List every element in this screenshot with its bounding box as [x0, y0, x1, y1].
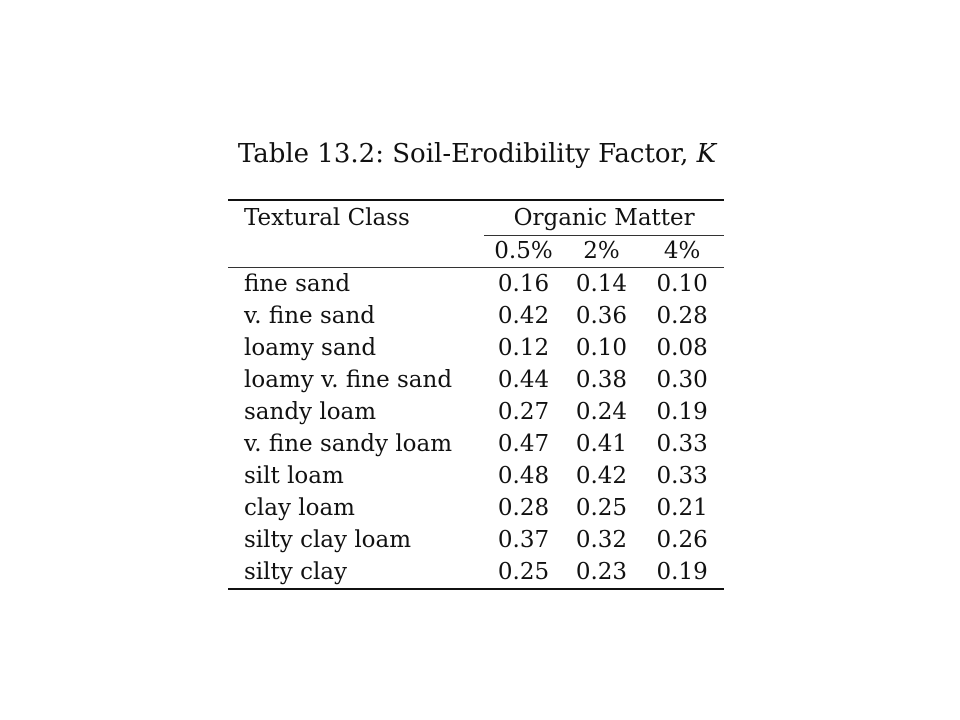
table-row [228, 268, 724, 301]
erodibility-table [228, 199, 724, 590]
table-row [228, 460, 724, 492]
cell-value: 0.48 [497, 463, 550, 489]
cell-value: 0.36 [575, 303, 628, 329]
cell-value: 0.47 [497, 431, 550, 457]
table-row [228, 492, 724, 524]
row-label: silty clay loam [244, 527, 412, 553]
cell-value: 0.33 [656, 463, 708, 489]
cell-value: 0.10 [575, 335, 628, 361]
cell-value: 0.42 [497, 303, 550, 329]
table-caption [230, 136, 724, 172]
column-header-om-2: 2% [563, 236, 641, 268]
row-label: fine sand [244, 271, 351, 297]
column-header-spacer [228, 236, 484, 268]
cell-value: 0.19 [656, 399, 708, 425]
cell-value: 0.25 [484, 556, 562, 589]
table-row [228, 396, 724, 428]
table-row [228, 364, 724, 396]
column-group-organic-matter: Organic Matter [484, 200, 724, 236]
table-header [228, 200, 724, 268]
column-header-om-4: 4% [640, 236, 724, 268]
cell-value: 0.25 [575, 495, 628, 521]
cell-value: 0.42 [575, 463, 628, 489]
cell-value: 0.32 [575, 527, 628, 553]
row-label: v. fine sandy loam [244, 431, 453, 457]
cell-value: 0.24 [575, 399, 628, 425]
cell-value: 0.12 [497, 335, 550, 361]
table-row [228, 556, 724, 589]
row-label: loamy v. fine sand [244, 367, 453, 393]
cell-value: 0.44 [497, 367, 550, 393]
cell-value: 0.38 [575, 367, 628, 393]
row-label: v. fine sand [244, 303, 376, 329]
header-row-1 [228, 200, 724, 236]
cell-value: 0.10 [656, 271, 708, 297]
cell-value: 0.37 [497, 527, 550, 553]
row-label: silty clay [228, 556, 484, 589]
cell-value: 0.28 [497, 495, 550, 521]
row-label: silt loam [244, 463, 344, 489]
row-label: clay loam [244, 495, 355, 521]
table-row [228, 428, 724, 460]
column-header-om-0-5: 0.5% [484, 236, 562, 268]
cell-value: 0.27 [497, 399, 550, 425]
cell-value: 0.19 [640, 556, 724, 589]
row-label: loamy sand [244, 335, 377, 361]
table-body [228, 268, 724, 590]
cell-value: 0.21 [656, 495, 708, 521]
cell-value: 0.16 [497, 271, 550, 297]
caption-text: Table 13.2: Soil-Erodibility Factor, [237, 139, 697, 169]
column-header-textural-class: Textural Class [228, 200, 484, 236]
caption-symbol: K [696, 139, 717, 169]
cell-value: 0.41 [575, 431, 628, 457]
cell-value: 0.08 [656, 335, 708, 361]
row-label: sandy loam [244, 399, 377, 425]
header-row-2 [228, 236, 724, 268]
cell-value: 0.23 [563, 556, 641, 589]
cell-value: 0.28 [656, 303, 708, 329]
table-row [228, 332, 724, 364]
cell-value: 0.14 [575, 271, 628, 297]
table-row [228, 300, 724, 332]
cell-value: 0.30 [656, 367, 708, 393]
table-row [228, 524, 724, 556]
cell-value: 0.26 [656, 527, 708, 553]
cell-value: 0.33 [656, 431, 708, 457]
